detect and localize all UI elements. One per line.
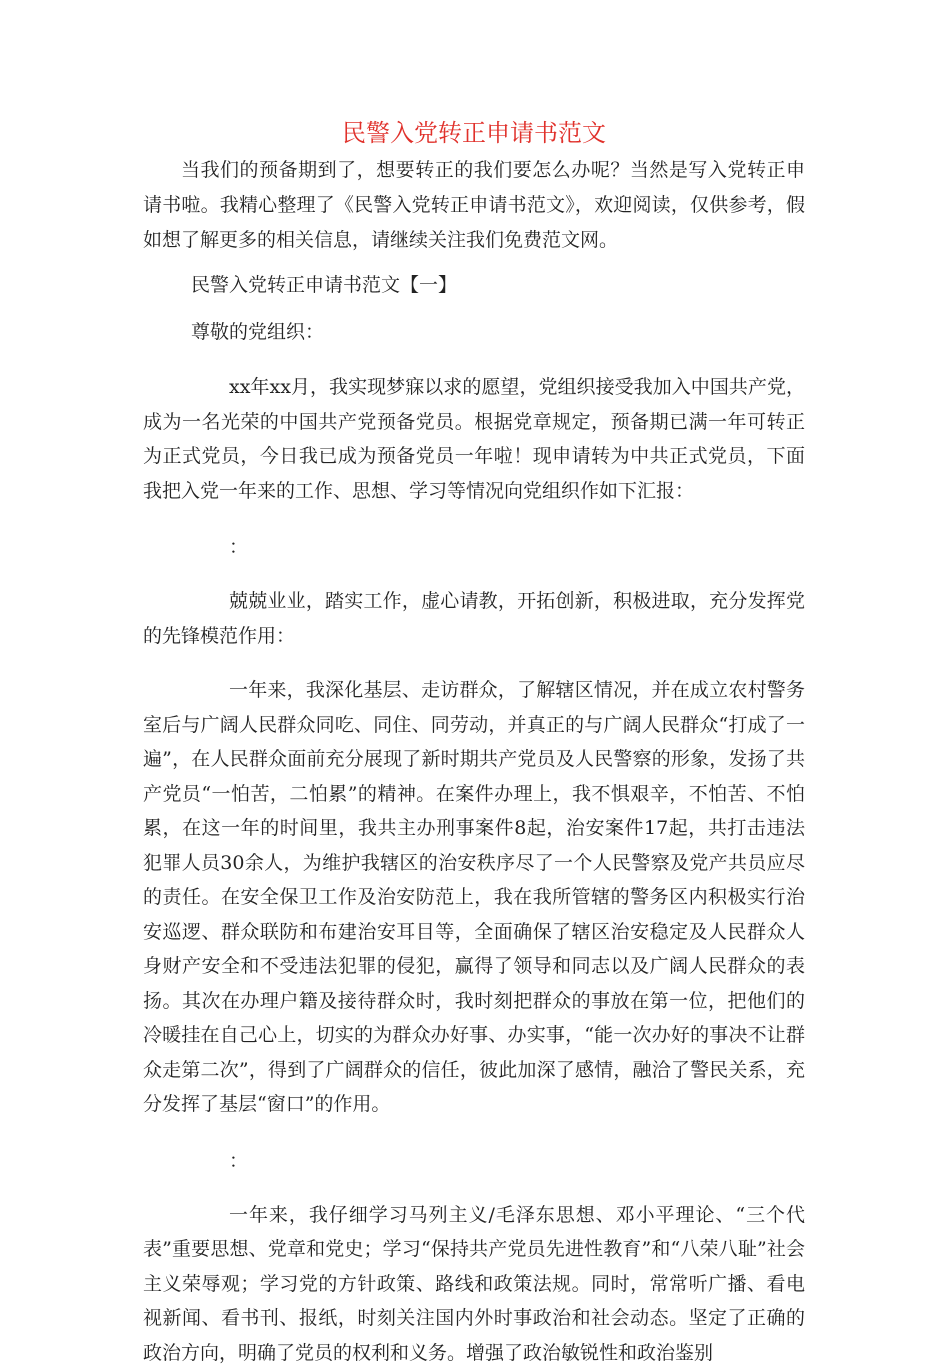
paragraph-4: 一年来，我仔细学习马列主义/毛泽东思想、邓小平理论、“三个代表”重要思想、党章和党史；学习“保持共产党员先进性教育”和“八荣八耻”社会主义荣辱观；学习党的方针政策、路线和政策法规。同时，常常听广播、看电视新闻、看书刊、报纸，时刻关注国内外时事政治和社会动态。坚定了正确的政治方向，明确了党员的权利和义务。增强了政治敏锐性和政治鉴别	[143, 1198, 805, 1370]
document-page	[143, 113, 805, 1370]
intro-paragraph: 当我们的预备期到了，想要转正的我们要怎么办呢？当然是写入党转正申请书啦。我精心整理了《民警入党转正申请书范文》，欢迎阅读，仅供参考，假如想了解更多的相关信息，请继续关注我们免费范文网。	[143, 153, 805, 258]
section-marker-2: ：	[143, 1144, 805, 1178]
section-heading: 民警入党转正申请书范文【一】	[143, 268, 805, 303]
paragraph-2: 兢兢业业，踏实工作，虚心请教，开拓创新，积极进取，充分发挥党的先锋模范作用：	[143, 584, 805, 653]
section-marker-1: ：	[143, 530, 805, 564]
paragraph-3: 一年来，我深化基层、走访群众，了解辖区情况，并在成立农村警务室后与广阔人民群众同吃、同住、同劳动，并真正的与广阔人民群众“打成了一遍”，在人民群众面前充分展现了新时期共产党员及人民警察的形象，发扬了共产党员“一怕苦，二怕累”的精神。在案件办理上，我不惧艰辛，不怕苦、不怕累，在这一年的时间里，我共主办刑事案件8起，治安案件17起，共打击违法犯罪人员30余人，为维护我辖区的治安秩序尽了一个人民警察及党产共员应尽的责任。在安全保卫工作及治安防范上，我在我所管辖的警务区内积极实行治安巡逻、群众联防和布建治安耳目等，全面确保了辖区治安稳定及人民群众人身财产安全和不受违法犯罪的侵犯，赢得了领导和同志以及广阔人民群众的表扬。其次在办理户籍及接待群众时，我时刻把群众的事放在第一位，把他们的冷暖挂在自己心上，切实的为群众办好事、办实事，“能一次办好的事决不让群众走第二次”，得到了广阔群众的信任，彼此加深了感情，融洽了警民关系，充分发挥了基层“窗口”的作用。	[143, 673, 805, 1122]
document-title: 民警入党转正申请书范文	[143, 113, 805, 153]
paragraph-1: xx年xx月，我实现梦寐以求的愿望，党组织接受我加入中国共产党，成为一名光荣的中国共产党预备党员。根据党章规定，预备期已满一年可转正为正式党员，今日我已成为预备党员一年啦！现申请转为中共正式党员，下面我把入党一年来的工作、思想、学习等情况向党组织作如下汇报：	[143, 370, 805, 508]
salutation: 尊敬的党组织：	[143, 315, 805, 350]
